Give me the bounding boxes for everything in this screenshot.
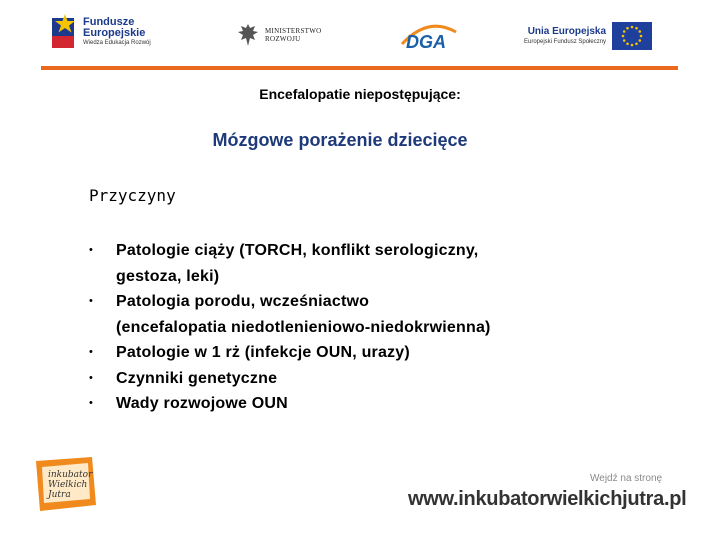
list-item: [86, 340, 491, 366]
causes-list: [86, 238, 491, 417]
list-item-line: Patologie ciąży (TORCH, konflikt serologiczny,: [116, 242, 479, 259]
eagle-emblem-icon: [237, 22, 259, 48]
ministerstwo-rozwoju-logo: [237, 22, 322, 48]
list-item: [86, 289, 491, 340]
eu-flag-icon: [612, 22, 652, 50]
list-item: [86, 366, 491, 392]
list-item-line: Patologie w 1 rż (infekcje OUN, urazy): [116, 344, 410, 361]
slide-title: Mózgowe porażenie dziecięce: [212, 130, 468, 150]
ministry-line1: MINISTERSTWO: [265, 27, 322, 35]
inkubator-line3: Jutra: [48, 490, 71, 500]
list-item-line: gestoza, leki): [116, 267, 220, 285]
list-item-line: Czynniki genetyczne: [116, 369, 278, 387]
header-divider: [41, 66, 678, 70]
list-item-line: Patologia porodu, wcześniactwo: [116, 293, 370, 310]
bullet-marker: •: [89, 397, 94, 409]
fe-line3: Wiedza Edukacja Rozwój: [83, 39, 151, 46]
list-item-line: Wady rozwojowe OUN: [116, 395, 288, 412]
goto-label: Wejdź na stronę: [590, 473, 663, 484]
list-item-line: (encefalopatia niedotlenieniowo-niedokrwienna): [116, 318, 491, 336]
bullet-marker: •: [89, 371, 94, 384]
inkubator-line2: Wielkich: [48, 480, 88, 490]
fe-line2: Europejskie: [83, 26, 146, 39]
list-item: [86, 238, 491, 289]
fe-line1: Fundusze: [83, 15, 135, 28]
slide-subtitle: Encefalopatie niepostępujące:: [259, 86, 461, 102]
unia-europejska-logo: [524, 22, 652, 50]
section-heading: Przyczyny: [89, 186, 176, 205]
ue-line2: Europejski Fundusz Społeczny: [524, 39, 607, 45]
dga-text: DGA: [406, 32, 446, 52]
logo-bar: [0, 0, 720, 62]
bullet-marker: •: [89, 346, 94, 358]
fundusze-europejskie-logo: [52, 14, 151, 50]
bullet-marker: •: [89, 244, 94, 256]
dga-logo: [400, 22, 458, 52]
website-link[interactable]: www.inkubatorwielkichjutra.pl: [408, 488, 687, 510]
inkubator-line1: inkubator: [48, 470, 93, 480]
list-item: [86, 391, 491, 417]
inkubator-logo: [34, 455, 98, 515]
ministry-line2: ROZWOJU: [265, 35, 301, 43]
ue-line1: Unia Europejska: [527, 26, 607, 37]
fe-star-icon: [52, 14, 78, 50]
bullet-marker: •: [89, 295, 94, 307]
